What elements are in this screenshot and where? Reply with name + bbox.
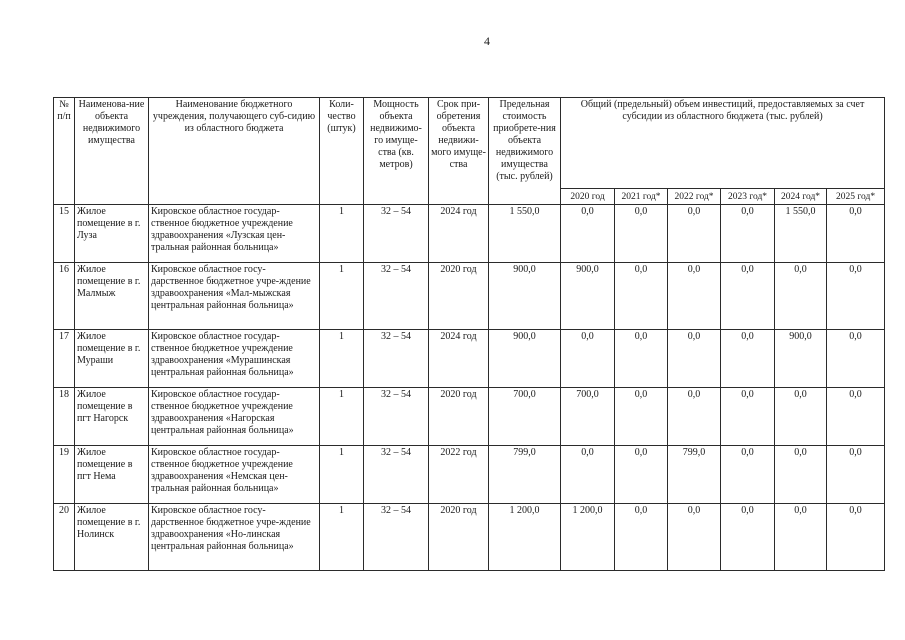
header-year-2020: 2020 год: [561, 189, 615, 205]
row-quantity: 1: [320, 205, 364, 263]
row-year-2024: 0,0: [775, 388, 827, 446]
header-year-2025: 2025 год*: [827, 189, 885, 205]
row-year-2021: 0,0: [615, 504, 668, 571]
row-capacity: 32 – 54: [364, 446, 429, 504]
header-institution: Наименование бюджетного учреждения, получающего суб-сидию из областного бюджета: [149, 98, 320, 205]
row-year-2023: 0,0: [721, 504, 775, 571]
row-year-2025: 0,0: [827, 205, 885, 263]
header-quantity: Коли-чество (штук): [320, 98, 364, 205]
row-quantity: 1: [320, 504, 364, 571]
row-num: 17: [54, 330, 75, 388]
header-investments: Общий (предельный) объем инвестиций, предоставляемых за счет субсидии из областного бюджета (тыс. рублей): [561, 98, 885, 189]
table-row: [54, 388, 885, 446]
row-year-2020: 0,0: [561, 446, 615, 504]
row-year-2021: 0,0: [615, 446, 668, 504]
row-num: 20: [54, 504, 75, 571]
row-max-cost: 900,0: [489, 263, 561, 330]
header-max-cost: Предельная стоимость приобрете-ния объекта недвижимого имущества (тыс. рублей): [489, 98, 561, 205]
row-num: 18: [54, 388, 75, 446]
row-year-2021: 0,0: [615, 330, 668, 388]
table-row: [54, 446, 885, 504]
row-year-2022: 799,0: [668, 446, 721, 504]
page-number: 4: [484, 34, 490, 48]
row-year-2022: 0,0: [668, 330, 721, 388]
table-row: [54, 330, 885, 388]
row-year-2023: 0,0: [721, 205, 775, 263]
row-year-2023: 0,0: [721, 388, 775, 446]
row-year-2024: 0,0: [775, 504, 827, 571]
header-num: № п/п: [54, 98, 75, 205]
row-institution: Кировское областное госу-дарственное бюджетное учре-ждение здравоохранения «Мал-мыжская центральная районная больница»: [149, 263, 320, 330]
row-year-2024: 0,0: [775, 446, 827, 504]
row-year-2023: 0,0: [721, 263, 775, 330]
investment-table: [53, 97, 885, 571]
row-max-cost: 1 550,0: [489, 205, 561, 263]
row-quantity: 1: [320, 446, 364, 504]
row-year-2025: 0,0: [827, 504, 885, 571]
row-term: 2020 год: [429, 388, 489, 446]
row-capacity: 32 – 54: [364, 330, 429, 388]
row-capacity: 32 – 54: [364, 205, 429, 263]
row-institution: Кировское областное государ-ственное бюджетное учреждение здравоохранения «Мурашинская центральная районная больница»: [149, 330, 320, 388]
row-term: 2020 год: [429, 504, 489, 571]
row-year-2021: 0,0: [615, 263, 668, 330]
row-institution: Кировское областное государ-ственное бюджетное учреждение здравоохранения «Лузская цен-тральная районная больница»: [149, 205, 320, 263]
row-year-2020: 0,0: [561, 330, 615, 388]
row-object: Жилое помещение в пгт Нема: [75, 446, 149, 504]
row-capacity: 32 – 54: [364, 504, 429, 571]
row-year-2025: 0,0: [827, 446, 885, 504]
table-row: [54, 263, 885, 330]
row-year-2021: 0,0: [615, 205, 668, 263]
table-row: [54, 205, 885, 263]
row-capacity: 32 – 54: [364, 388, 429, 446]
row-year-2023: 0,0: [721, 446, 775, 504]
row-quantity: 1: [320, 388, 364, 446]
row-capacity: 32 – 54: [364, 263, 429, 330]
header-object-name: Наименова-ние объекта недвижимого имущества: [75, 98, 149, 205]
row-year-2023: 0,0: [721, 330, 775, 388]
row-year-2025: 0,0: [827, 330, 885, 388]
row-max-cost: 799,0: [489, 446, 561, 504]
header-capacity: Мощность объекта недвижимо-го имуще-ства (кв. метров): [364, 98, 429, 205]
row-year-2024: 900,0: [775, 330, 827, 388]
row-year-2025: 0,0: [827, 263, 885, 330]
row-quantity: 1: [320, 330, 364, 388]
row-year-2021: 0,0: [615, 388, 668, 446]
row-object: Жилое помещение в пгт Нагорск: [75, 388, 149, 446]
row-year-2024: 0,0: [775, 263, 827, 330]
row-term: 2024 год: [429, 330, 489, 388]
row-term: 2022 год: [429, 446, 489, 504]
row-year-2022: 0,0: [668, 504, 721, 571]
row-year-2020: 900,0: [561, 263, 615, 330]
row-term: 2024 год: [429, 205, 489, 263]
row-year-2022: 0,0: [668, 388, 721, 446]
row-num: 19: [54, 446, 75, 504]
header-year-2023: 2023 год*: [721, 189, 775, 205]
row-term: 2020 год: [429, 263, 489, 330]
row-year-2020: 1 200,0: [561, 504, 615, 571]
row-year-2020: 700,0: [561, 388, 615, 446]
row-year-2020: 0,0: [561, 205, 615, 263]
row-institution: Кировское областное государ-ственное бюджетное учреждение здравоохранения «Немская цен-тральная районная больница»: [149, 446, 320, 504]
row-quantity: 1: [320, 263, 364, 330]
row-object: Жилое помещение в г. Луза: [75, 205, 149, 263]
row-num: 15: [54, 205, 75, 263]
header-year-2021: 2021 год*: [615, 189, 668, 205]
header-year-2024: 2024 год*: [775, 189, 827, 205]
row-year-2024: 1 550,0: [775, 205, 827, 263]
row-max-cost: 1 200,0: [489, 504, 561, 571]
header-term: Срок при-обретения объекта недвижи-мого имуще-ства: [429, 98, 489, 205]
table-row: [54, 504, 885, 571]
row-object: Жилое помещение в г. Малмыж: [75, 263, 149, 330]
row-object: Жилое помещение в г. Мураши: [75, 330, 149, 388]
row-institution: Кировское областное государ-ственное бюджетное учреждение здравоохранения «Нагорская центральная районная больница»: [149, 388, 320, 446]
row-institution: Кировское областное госу-дарственное бюджетное учре-ждение здравоохранения «Но-линская центральная районная больница»: [149, 504, 320, 571]
row-year-2022: 0,0: [668, 205, 721, 263]
row-object: Жилое помещение в г. Нолинск: [75, 504, 149, 571]
header-year-2022: 2022 год*: [668, 189, 721, 205]
row-year-2025: 0,0: [827, 388, 885, 446]
row-year-2022: 0,0: [668, 263, 721, 330]
row-max-cost: 900,0: [489, 330, 561, 388]
row-num: 16: [54, 263, 75, 330]
row-max-cost: 700,0: [489, 388, 561, 446]
